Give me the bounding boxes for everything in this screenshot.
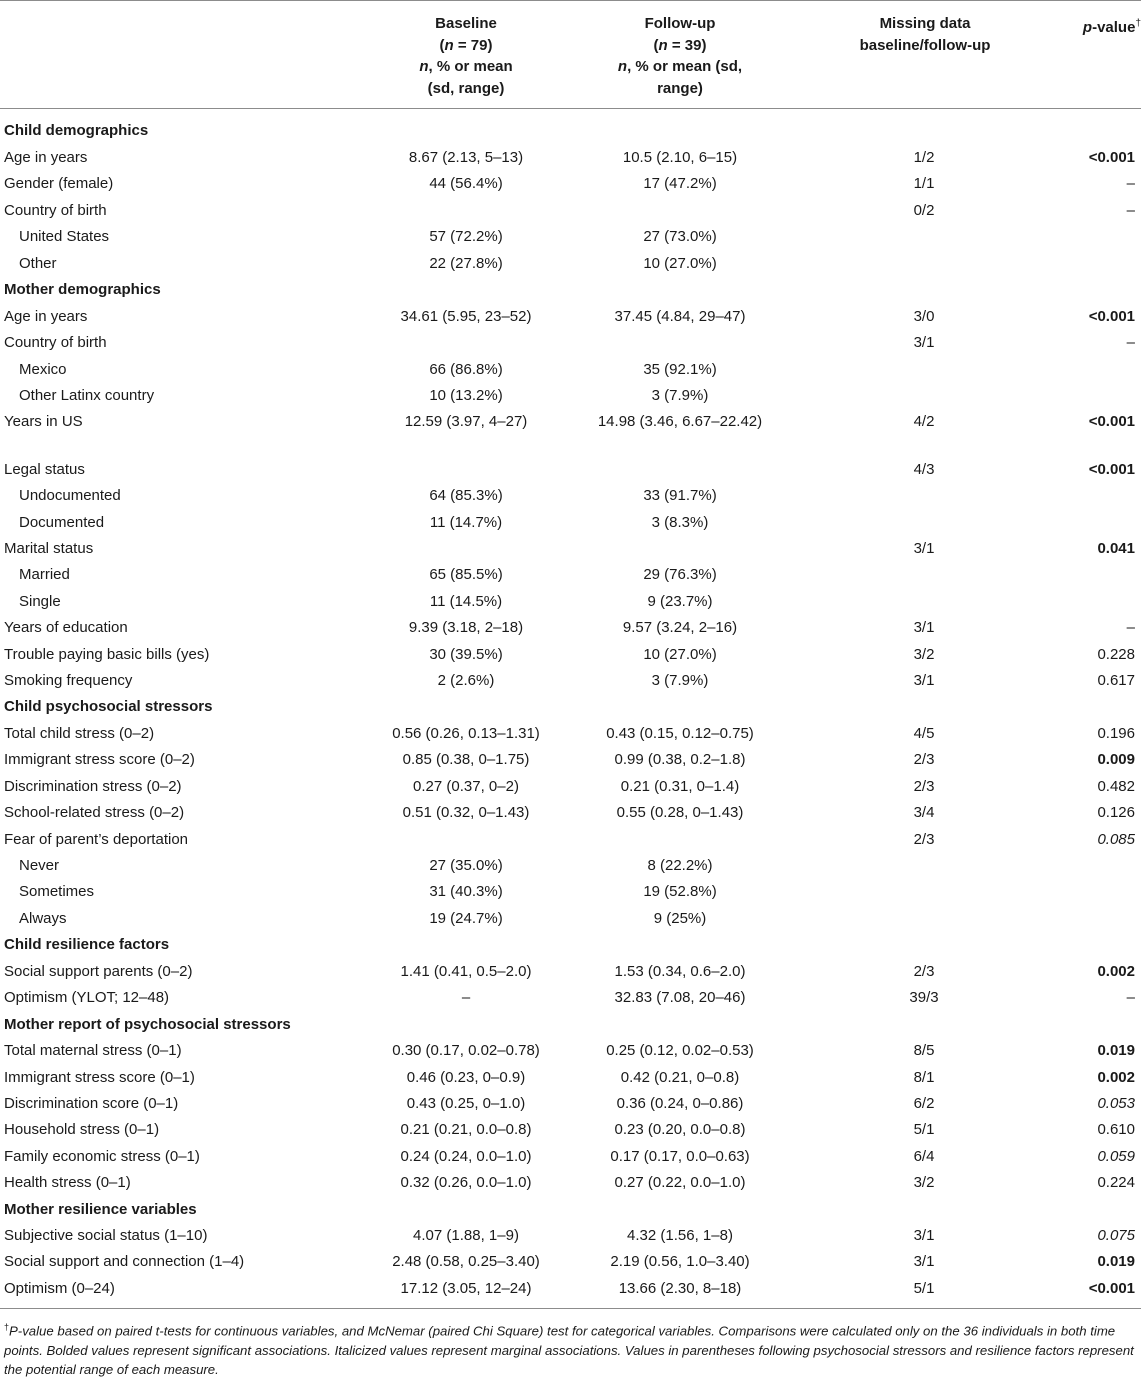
missing-cell: 4/2	[913, 413, 935, 430]
followup-cell: 0.36 (0.24, 0–0.86)	[616, 1095, 744, 1112]
baseline-cell: 31 (40.3%)	[429, 883, 503, 900]
row-label: Legal status	[4, 461, 85, 478]
followup-cell: 10.5 (2.10, 6–15)	[622, 149, 738, 166]
baseline-cell: 11 (14.5%)	[429, 593, 503, 610]
row-label: Years in US	[4, 413, 83, 430]
header-baseline-stat2: (sd, range)	[427, 79, 505, 97]
followup-cell: 0.17 (0.17, 0.0–0.63)	[610, 1148, 750, 1165]
followup-cell: 0.42 (0.21, 0–0.8)	[620, 1069, 740, 1086]
row-label: Mexico	[19, 361, 67, 378]
followup-cell: 9 (25%)	[653, 910, 707, 927]
baseline-cell: 22 (27.8%)	[429, 255, 503, 272]
section-label: Child psychosocial stressors	[4, 698, 213, 715]
pvalue-cell: 0.610	[1097, 1121, 1135, 1138]
pvalue-cell: –	[1126, 175, 1135, 192]
followup-cell: 37.45 (4.84, 29–47)	[614, 308, 746, 325]
pvalue-cell: <0.001	[1088, 1280, 1135, 1297]
row-label: Country of birth	[4, 202, 107, 219]
table-row	[0, 723, 1141, 749]
followup-cell: 3 (7.9%)	[651, 672, 709, 689]
row-label: Always	[19, 910, 67, 927]
table-row	[0, 749, 1141, 775]
row-label: Age in years	[4, 308, 88, 325]
baseline-cell: 0.32 (0.26, 0.0–1.0)	[400, 1174, 532, 1191]
section-label: Child resilience factors	[4, 936, 170, 953]
table-bottom-rule	[0, 1308, 1141, 1309]
missing-cell: 1/1	[913, 175, 935, 192]
pvalue-cell: 0.002	[1097, 1069, 1135, 1086]
table-row	[0, 485, 1141, 511]
table-row	[0, 855, 1141, 881]
header-baseline-stat: n, % or mean	[419, 58, 513, 75]
section-label: Mother resilience variables	[4, 1201, 197, 1218]
header-pvalue: p-value†	[1082, 18, 1141, 36]
baseline-cell: 0.56 (0.26, 0.13–1.31)	[392, 725, 540, 742]
baseline-cell: 19 (24.7%)	[429, 910, 503, 927]
baseline-cell: 0.85 (0.38, 0–1.75)	[402, 751, 530, 768]
followup-cell: 32.83 (7.08, 20–46)	[614, 989, 746, 1006]
missing-cell: 2/3	[913, 831, 935, 848]
pvalue-cell: 0.617	[1097, 672, 1135, 689]
table-row	[0, 564, 1141, 590]
row-label: Social support and connection (1–4)	[4, 1253, 245, 1270]
row-label: Health stress (0–1)	[4, 1174, 131, 1191]
row-label: Country of birth	[4, 334, 107, 351]
row-label: Optimism (0–24)	[4, 1280, 115, 1297]
header-baseline-n: (n = 79)	[439, 36, 493, 54]
missing-cell: 2/3	[913, 751, 935, 768]
missing-cell: 3/1	[913, 619, 935, 636]
missing-cell: 5/1	[913, 1121, 935, 1138]
baseline-cell: 0.27 (0.37, 0–2)	[413, 778, 519, 795]
pvalue-cell: <0.001	[1088, 308, 1135, 325]
table-row	[0, 908, 1141, 934]
pvalue-cell: <0.001	[1088, 149, 1135, 166]
header-followup-stat2: range)	[657, 79, 703, 97]
table-row	[0, 802, 1141, 828]
followup-cell: 27 (73.0%)	[643, 228, 717, 245]
followup-cell: 13.66 (2.30, 8–18)	[618, 1280, 742, 1297]
table-row	[0, 332, 1141, 358]
missing-cell: 6/4	[913, 1148, 935, 1165]
missing-cell: 3/4	[913, 804, 935, 821]
table-row	[0, 538, 1141, 564]
table-row	[0, 670, 1141, 696]
pvalue-cell: 0.075	[1097, 1227, 1135, 1244]
pvalue-cell: 0.053	[1097, 1095, 1135, 1112]
baseline-cell: 27 (35.0%)	[429, 857, 503, 874]
baseline-cell: 34.61 (5.95, 23–52)	[400, 308, 532, 325]
missing-cell: 3/1	[913, 334, 935, 351]
followup-cell: 0.27 (0.22, 0.0–1.0)	[614, 1174, 746, 1191]
header-baseline-label: Baseline	[435, 15, 497, 32]
followup-cell: 9 (23.7%)	[647, 593, 713, 610]
table-row	[0, 512, 1141, 538]
missing-cell: 3/1	[913, 672, 935, 689]
table-row	[0, 829, 1141, 855]
table-row	[0, 881, 1141, 907]
table-row	[0, 1172, 1141, 1198]
section-header-row	[0, 696, 1141, 722]
pvalue-cell: –	[1126, 334, 1135, 351]
followup-cell: 9.57 (3.24, 2–16)	[622, 619, 738, 636]
baseline-cell: 10 (13.2%)	[429, 387, 503, 404]
missing-cell: 8/1	[913, 1069, 935, 1086]
row-label: Documented	[19, 514, 105, 531]
row-label: Gender (female)	[4, 175, 114, 192]
table-row	[0, 1225, 1141, 1251]
table-row	[0, 147, 1141, 173]
baseline-cell: 66 (86.8%)	[429, 361, 503, 378]
baseline-cell: 0.46 (0.23, 0–0.9)	[406, 1069, 526, 1086]
table-row	[0, 617, 1141, 643]
table-row	[0, 411, 1141, 437]
row-label: Married	[19, 566, 70, 583]
missing-cell: 4/5	[913, 725, 935, 742]
pvalue-cell: 0.085	[1097, 831, 1135, 848]
row-label: Family economic stress (0–1)	[4, 1148, 200, 1165]
followup-cell: 17 (47.2%)	[643, 175, 717, 192]
header-missing	[840, 13, 1010, 56]
followup-cell: 0.23 (0.20, 0.0–0.8)	[614, 1121, 746, 1138]
pvalue-cell: –	[1126, 619, 1135, 636]
baseline-cell: 1.41 (0.41, 0.5–2.0)	[400, 963, 532, 980]
baseline-cell: 44 (56.4%)	[429, 175, 503, 192]
followup-cell: 2.19 (0.56, 1.0–3.40)	[610, 1253, 750, 1270]
section-header-row	[0, 1014, 1141, 1040]
table-row	[0, 776, 1141, 802]
row-label: Household stress (0–1)	[4, 1121, 160, 1138]
table-row	[0, 591, 1141, 617]
missing-cell: 1/2	[913, 149, 935, 166]
baseline-cell: 4.07 (1.88, 1–9)	[413, 1227, 519, 1244]
baseline-cell: 2.48 (0.58, 0.25–3.40)	[392, 1253, 540, 1270]
missing-cell: 4/3	[913, 461, 935, 478]
followup-cell: 0.25 (0.12, 0.02–0.53)	[606, 1042, 754, 1059]
followup-cell: 19 (52.8%)	[643, 883, 717, 900]
row-label: Optimism (YLOT; 12–48)	[4, 989, 170, 1006]
table-row	[0, 1093, 1141, 1119]
missing-cell: 3/2	[913, 1174, 935, 1191]
followup-cell: 4.32 (1.56, 1–8)	[627, 1227, 733, 1244]
followup-cell: 10 (27.0%)	[643, 646, 717, 663]
row-label: Single	[19, 593, 61, 610]
table-row	[0, 200, 1141, 226]
table-row	[0, 987, 1141, 1013]
table-row	[0, 1251, 1141, 1277]
missing-cell: 0/2	[913, 202, 935, 219]
missing-cell: 3/1	[913, 1253, 935, 1270]
baseline-cell: 0.21 (0.21, 0.0–0.8)	[400, 1121, 532, 1138]
followup-cell: 8 (22.2%)	[647, 857, 713, 874]
row-label: Sometimes	[19, 883, 95, 900]
pvalue-cell: 0.126	[1097, 804, 1135, 821]
table-row	[0, 385, 1141, 411]
header-followup-label: Follow-up	[644, 15, 716, 32]
row-label: Other	[19, 255, 57, 272]
baseline-cell: 30 (39.5%)	[429, 646, 503, 663]
pvalue-cell: –	[1126, 989, 1135, 1006]
section-header-row	[0, 279, 1141, 305]
pvalue-cell: <0.001	[1088, 461, 1135, 478]
followup-cell: 3 (7.9%)	[651, 387, 709, 404]
followup-cell: 0.99 (0.38, 0.2–1.8)	[614, 751, 746, 768]
footnote-text: P-value based on paired t-tests for continuous variables, and McNemar (paired Chi Square) test for categorical variables. Comparisons were calculated only on the 36 individuals in both time points. Bolded values represent significant associations. Italicized values represent marginal associations. Values in parentheses following psychosocial stressors and resilience factors represent the potential range of each measure.	[4, 1323, 1134, 1378]
header-missing-line2: baseline/follow-up	[859, 36, 991, 54]
footnote-dagger: †	[4, 1322, 10, 1332]
pvalue-cell: 0.228	[1097, 646, 1135, 663]
pvalue-cell: 0.019	[1097, 1042, 1135, 1059]
missing-cell: 3/1	[913, 540, 935, 557]
table-row	[0, 253, 1141, 279]
row-label: Discrimination stress (0–2)	[4, 778, 182, 795]
baseline-cell: 9.39 (3.18, 2–18)	[408, 619, 524, 636]
row-label: Fear of parent’s deportation	[4, 831, 189, 848]
section-header-row	[0, 1199, 1141, 1225]
table-row	[0, 1146, 1141, 1172]
pvalue-cell: 0.059	[1097, 1148, 1135, 1165]
pvalue-cell: 0.482	[1097, 778, 1135, 795]
followup-cell: 0.21 (0.31, 0–1.4)	[620, 778, 740, 795]
row-label: Marital status	[4, 540, 94, 557]
baseline-cell: –	[461, 989, 471, 1006]
header-rule	[0, 108, 1141, 109]
row-label: School-related stress (0–2)	[4, 804, 185, 821]
pvalue-cell: 0.041	[1097, 540, 1135, 557]
pvalue-cell: 0.224	[1097, 1174, 1135, 1191]
baseline-cell: 0.30 (0.17, 0.02–0.78)	[392, 1042, 540, 1059]
row-label: Years of education	[4, 619, 128, 636]
header-missing-line1: Missing data	[879, 15, 971, 32]
header-followup-n: (n = 39)	[653, 36, 707, 54]
baseline-cell: 11 (14.7%)	[429, 514, 503, 531]
table-row	[0, 306, 1141, 332]
pvalue-cell: 0.002	[1097, 963, 1135, 980]
row-label: Age in years	[4, 149, 88, 166]
section-label: Child demographics	[4, 122, 149, 139]
row-label: Total child stress (0–2)	[4, 725, 155, 742]
row-label: Trouble paying basic bills (yes)	[4, 646, 210, 663]
followup-cell: 33 (91.7%)	[643, 487, 717, 504]
followup-cell: 10 (27.0%)	[643, 255, 717, 272]
missing-cell: 39/3	[909, 989, 939, 1006]
section-label: Mother demographics	[4, 281, 161, 298]
baseline-cell: 17.12 (3.05, 12–24)	[400, 1280, 532, 1297]
row-label: Never	[19, 857, 60, 874]
baseline-cell: 64 (85.3%)	[429, 487, 503, 504]
row-label: Social support parents (0–2)	[4, 963, 193, 980]
followup-cell: 0.43 (0.15, 0.12–0.75)	[606, 725, 754, 742]
baseline-cell: 65 (85.5%)	[429, 566, 503, 583]
baseline-cell: 0.51 (0.32, 0–1.43)	[402, 804, 530, 821]
table-row	[0, 359, 1141, 385]
table-row	[0, 1040, 1141, 1066]
table-row	[0, 1067, 1141, 1093]
missing-cell: 2/3	[913, 963, 935, 980]
followup-cell: 1.53 (0.34, 0.6–2.0)	[614, 963, 746, 980]
table-row	[0, 644, 1141, 670]
row-label: Subjective social status (1–10)	[4, 1227, 208, 1244]
followup-cell: 3 (8.3%)	[651, 514, 709, 531]
table-top-rule	[0, 0, 1141, 1]
table-row	[0, 459, 1141, 485]
section-header-row	[0, 934, 1141, 960]
missing-cell: 3/0	[913, 308, 935, 325]
baseline-cell: 57 (72.2%)	[429, 228, 503, 245]
missing-cell: 3/2	[913, 646, 935, 663]
row-label: Immigrant stress score (0–2)	[4, 751, 195, 768]
row-label: Total maternal stress (0–1)	[4, 1042, 182, 1059]
followup-cell: 29 (76.3%)	[643, 566, 717, 583]
pvalue-cell: 0.019	[1097, 1253, 1135, 1270]
baseline-cell: 8.67 (2.13, 5–13)	[408, 149, 524, 166]
baseline-cell: 0.43 (0.25, 0–1.0)	[406, 1095, 526, 1112]
followup-cell: 0.55 (0.28, 0–1.43)	[616, 804, 744, 821]
header-followup-stat: n, % or mean (sd,	[617, 58, 743, 75]
table-row	[0, 173, 1141, 199]
missing-cell: 5/1	[913, 1280, 935, 1297]
missing-cell: 2/3	[913, 778, 935, 795]
row-label: Discrimination score (0–1)	[4, 1095, 179, 1112]
row-label: Undocumented	[19, 487, 121, 504]
row-label: Smoking frequency	[4, 672, 133, 689]
table-row	[0, 961, 1141, 987]
table-row	[0, 1278, 1141, 1304]
header-followup	[595, 13, 765, 99]
row-label: Other Latinx country	[19, 387, 155, 404]
pvalue-cell: 0.009	[1097, 751, 1135, 768]
section-label: Mother report of psychosocial stressors	[4, 1016, 291, 1033]
missing-cell: 3/1	[913, 1227, 935, 1244]
baseline-cell: 12.59 (3.97, 4–27)	[404, 413, 528, 430]
missing-cell: 8/5	[913, 1042, 935, 1059]
pvalue-cell: –	[1126, 202, 1135, 219]
baseline-cell: 2 (2.6%)	[437, 672, 495, 689]
section-header-row	[0, 120, 1141, 146]
table-row	[0, 226, 1141, 252]
row-label: United States	[19, 228, 110, 245]
followup-cell: 35 (92.1%)	[643, 361, 717, 378]
pvalue-cell: 0.196	[1097, 725, 1135, 742]
row-label: Immigrant stress score (0–1)	[4, 1069, 195, 1086]
header-baseline	[380, 13, 552, 99]
followup-cell: 14.98 (3.46, 6.67–22.42)	[597, 413, 763, 430]
missing-cell: 6/2	[913, 1095, 935, 1112]
table-footnote	[4, 1318, 1141, 1380]
baseline-cell: 0.24 (0.24, 0.0–1.0)	[400, 1148, 532, 1165]
table-row	[0, 1119, 1141, 1145]
pvalue-cell: <0.001	[1088, 413, 1135, 430]
